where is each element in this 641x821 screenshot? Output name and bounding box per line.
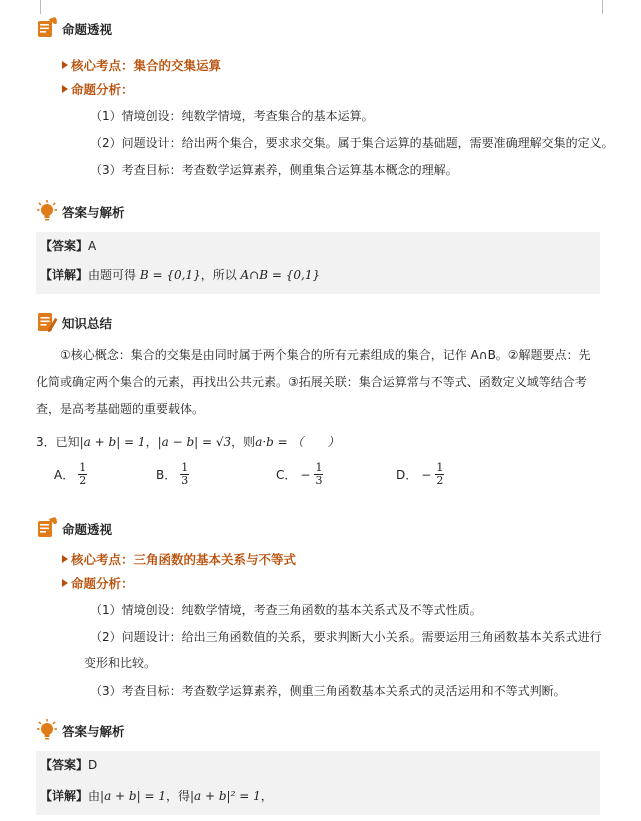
section-header-answer [36, 714, 125, 742]
lightbulb-icon [36, 718, 58, 742]
question-stem [36, 433, 340, 450]
section-title: 答案与解析 [62, 205, 125, 220]
question-separator: ， [145, 435, 158, 449]
analysis-line: 变形和比较。 [84, 656, 157, 670]
analysis-line: （3）考查目标：考查数学运算素养，侧重集合运算基本概念的理解。 [90, 163, 458, 177]
option-fraction [180, 462, 189, 487]
notepad-pencil-icon [36, 310, 58, 334]
core-topic-value: 三角函数的基本关系与不等式 [133, 552, 297, 567]
core-topic [62, 550, 296, 568]
core-topic-label: 核心考点： [71, 58, 134, 73]
answer-box [36, 232, 600, 294]
section-header-summary [36, 306, 112, 334]
analysis-line: （2）问题设计：给出两个集合，要求求交集。属于集合运算的基础题，需要准确理解交集的定义。 [90, 136, 614, 150]
option-b[interactable] [156, 462, 189, 487]
fraction-denominator: 2 [436, 474, 444, 487]
question-prefix: 3．已知 [36, 435, 80, 449]
section-title: 命题透视 [62, 522, 113, 537]
question-suffix: ，则 [231, 435, 256, 449]
option-a[interactable] [54, 462, 87, 487]
summary-paragraph: ①核心概念：集合的交集是由同时属于两个集合的所有元素组成的集合，记作 A∩B。②解题要点：先化简或确定两个集合的元素，再找出公共元素。③拓展关联：集合运算常与不等式、函数定义域等结合考查，是高考基础题的重要载体。 [36, 348, 591, 416]
detail-text: 由 [88, 789, 101, 803]
detail-line [40, 266, 320, 283]
answer-tag: 【答案】 [40, 758, 89, 772]
fraction-denominator: 3 [315, 474, 323, 487]
notebook-pencil-icon [36, 16, 58, 40]
analysis-line: （2）问题设计：给出三角函数值的关系，要求判断大小关系。需要运用三角函数基本关系式进行 [90, 630, 602, 644]
detail-math: A∩B = {0,1} [240, 268, 321, 282]
option-label: B． [156, 468, 177, 482]
detail-text: 由题可得 [88, 268, 140, 282]
triangle-bullet-icon [62, 85, 68, 93]
option-c[interactable] [276, 462, 323, 487]
fraction-denominator: 2 [79, 474, 87, 487]
core-topic-value: 集合的交集运算 [133, 58, 222, 73]
analysis-line: （3）考查目标：考查数学运算素养，侧重三角函数基本关系式的灵活运用和不等式判断。 [90, 684, 566, 698]
option-fraction [435, 462, 444, 487]
detail-text: ，所以 [200, 268, 241, 282]
fraction-numerator: 1 [436, 461, 444, 474]
detail-math: |a + b| = 1 [100, 789, 166, 803]
core-topic [62, 56, 221, 74]
analysis-heading [62, 574, 134, 592]
analysis-line: （1）情境创设：纯数学情境，考查集合的基本运算。 [90, 109, 374, 123]
answer-value: D [88, 758, 98, 772]
detail-tag: 【详解】 [40, 789, 89, 803]
fraction-denominator: 3 [181, 474, 189, 487]
option-sign: − [300, 467, 311, 482]
analysis-line: （1）情境创设：纯数学情境，考查三角函数的基本关系式及不等式性质。 [90, 603, 482, 617]
analysis-label: 命题分析： [71, 82, 134, 97]
page-corner-mark [602, 0, 617, 14]
option-sign: − [421, 467, 432, 482]
section-header-answer [36, 195, 125, 223]
triangle-bullet-icon [62, 61, 68, 69]
fraction-numerator: 1 [79, 461, 87, 474]
answer-line [40, 237, 96, 254]
answer-value: A [88, 239, 97, 253]
question-condition: |a − b| = √3 [157, 435, 232, 449]
fraction-numerator: 1 [181, 461, 189, 474]
detail-line [40, 787, 273, 804]
section-header-proposition [36, 12, 112, 40]
option-label: C． [276, 468, 297, 482]
fraction-numerator: 1 [315, 461, 323, 474]
detail-math: |a + b|² = 1 [189, 789, 261, 803]
lightbulb-icon [36, 199, 58, 223]
section-title: 命题透视 [62, 22, 113, 37]
analysis-label: 命题分析： [71, 576, 134, 591]
section-header-proposition [36, 512, 112, 540]
question-condition: |a + b| = 1 [79, 435, 146, 449]
detail-text: ， [260, 789, 273, 803]
option-d[interactable] [396, 462, 444, 487]
answer-box [36, 751, 600, 815]
option-label: D． [396, 468, 418, 482]
core-topic-label: 核心考点： [71, 552, 134, 567]
answer-line [40, 756, 97, 773]
question-target: a·b = （ ） [255, 435, 340, 449]
option-fraction [314, 462, 323, 487]
detail-math: B = {0,1} [139, 268, 201, 282]
answer-tag: 【答案】 [40, 239, 89, 253]
option-label: A． [54, 468, 75, 482]
detail-text: ，得 [165, 789, 190, 803]
detail-tag: 【详解】 [40, 268, 89, 282]
notebook-pencil-icon [36, 516, 58, 540]
triangle-bullet-icon [62, 579, 68, 587]
section-title: 知识总结 [62, 316, 113, 331]
analysis-heading [62, 80, 134, 98]
section-title: 答案与解析 [62, 724, 125, 739]
option-fraction [78, 462, 87, 487]
triangle-bullet-icon [62, 555, 68, 563]
